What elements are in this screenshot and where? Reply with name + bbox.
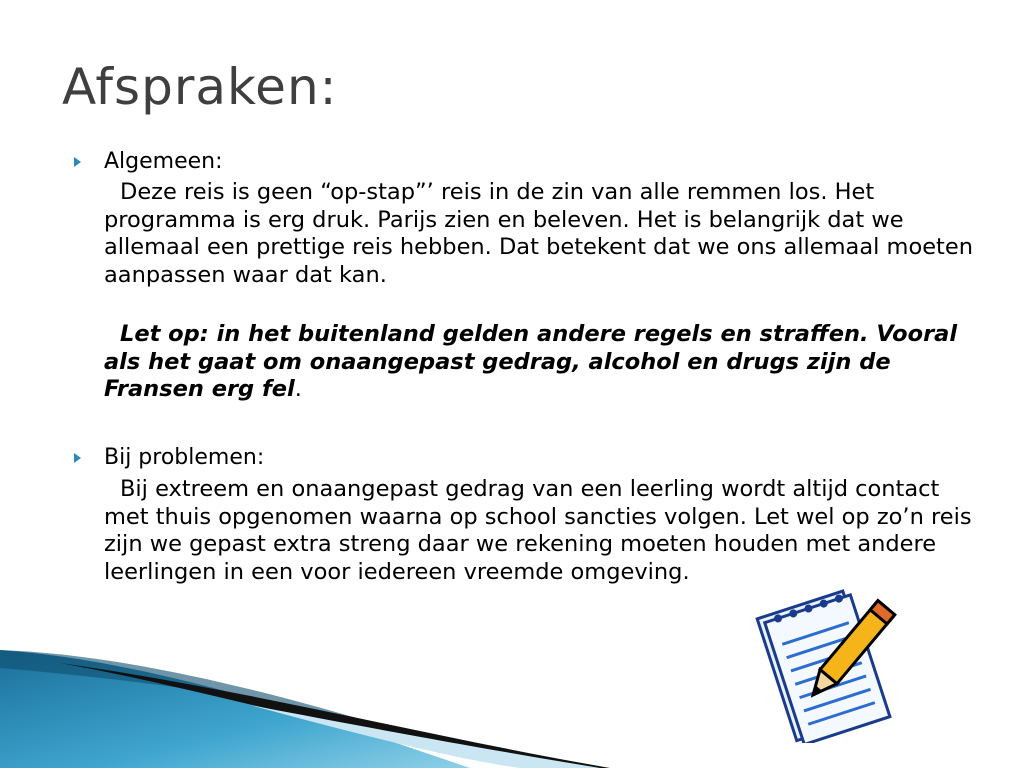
section-paragraph xyxy=(104,179,984,289)
triangle-bullet-icon xyxy=(74,453,81,463)
section-heading: Bij problemen: xyxy=(104,445,265,470)
notepad-pencil-icon xyxy=(752,583,902,743)
section-paragraph xyxy=(104,476,984,586)
section-heading: Algemeen: xyxy=(104,149,223,174)
note-text: Let op: in het buitenland gelden andere regels en straffen. Vooral als het gaat om onaangepast gedrag, alcohol en drugs zijn de Fransen erg fel xyxy=(104,321,958,402)
slide-title: Afspraken: xyxy=(62,58,338,116)
warning-note xyxy=(104,321,984,404)
triangle-bullet-icon xyxy=(74,157,81,167)
paragraph-text: Bij extreem en onaangepast gedrag van een leerling wordt altijd contact met thuis opgenomen waarna op school sancties volgen. Let wel op zo’n reis zijn we gepast extra streng daar we rekening moeten houden met andere leerlingen in een voor iedereen vreemde omgeving. xyxy=(104,476,972,585)
paragraph-text: Deze reis is geen “op-stap”’ reis in de zin van alle remmen los. Het programma is erg druk. Parijs zien en beleven. Het is belangrijk dat we allemaal een prettige reis hebben. Dat betekent dat we ons allemaal moeten aanpassen waar dat kan. xyxy=(104,179,973,288)
note-end: . xyxy=(294,376,302,402)
